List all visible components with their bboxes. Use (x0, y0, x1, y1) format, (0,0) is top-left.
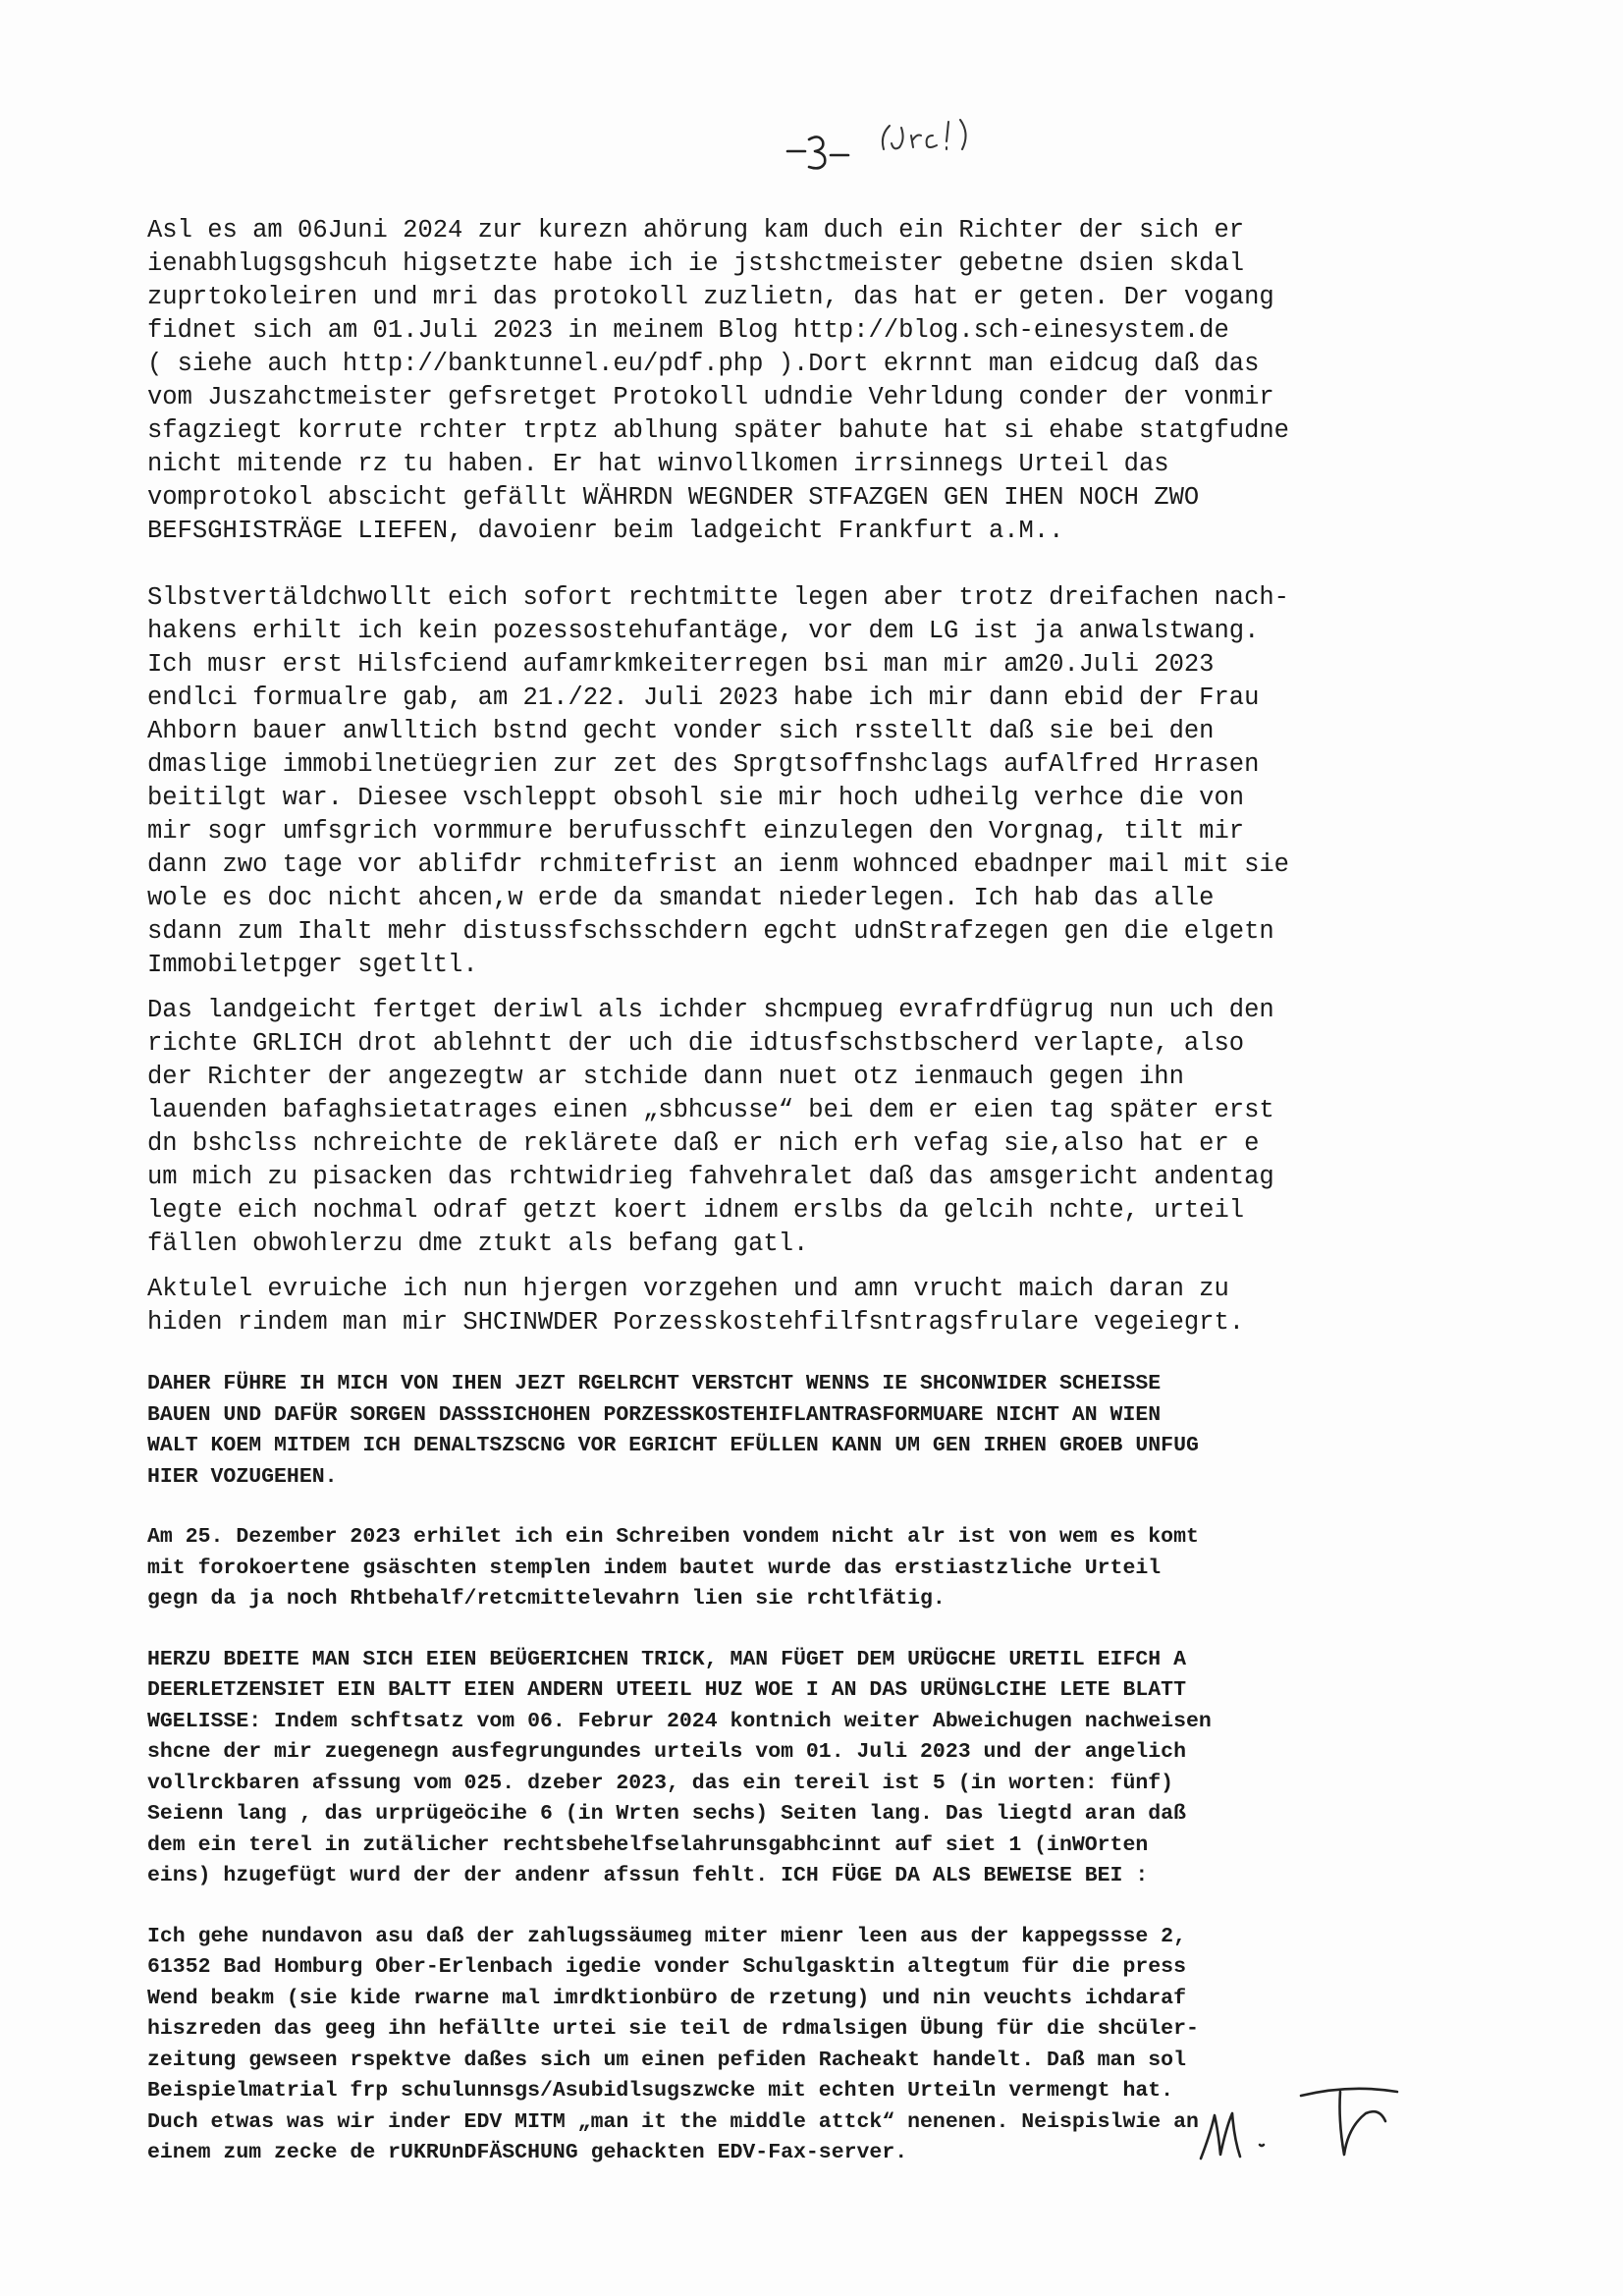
handwritten-signature (1193, 2074, 1458, 2172)
paragraph-conclusion: Ich gehe nundavon asu daß der zahlugssäumeg miter mienr leen aus der kappegssse 2, 61352 Bad Homburg Ober-Erlenbach igedie vonder Schulgasktin altegtum für die press Wend beakm (sie kide rwarne mal imrdktionbüro de rzetung) und nin veuchts ichdaraf hiszreden das geeg ihn hefällte urtei sie teil de rdmalsigen Übung für die shcüler- zeitung gewseen rspektve daßes sich um einen pefiden Racheakt handelt. Daß man sol Beispielmatrial frp schulunnsgs/Asubidlsugszwcke mit echten Urteiln vermengt hat. Duch etwas was wir inder EDV MITM „man it the middle attck“ nenenen. Neispislwie an einem zum zecke de rUKRUnDFÄSCHUNG gehackten EDV-Fax-server. (147, 1924, 1199, 2164)
paragraph-december-letter: Am 25. Dezember 2023 erhilet ich ein Schreiben vondem nicht alr ist von wem es komt mit forokoertene gsäschten stemplen indem bautet wurde das erstiastzliche Urteil gegn da ja noch Rhtbehalf/retcmittelevahrn lien sie rchtlfätig. (147, 1525, 1199, 1611)
paragraph-hearing-june: Asl es am 06Juni 2024 zur kurezn ahörung kam duch ein Richter der sich er ienabhlugsgshcuh higsetzte habe ich ie jstshctmeister gebetne dsien skdal zuprtokoleiren und mri das protokoll zuzlietn, das hat er geten. Der vogang fidnet sich am 01.Juli 2023 in meinem Blog http://blog.sch-einesystem.de ( siehe auch http://banktunnel.eu/pdf.php ).Dort ekrnnt man eidcug daß das vom Juszahctmeister gefsretget Protokoll udndie Vehrldung conder der vonmir sfagziegt korrute rchter trptz ablhung später bahute hat si ehabe statgfudne nicht mitende rz tu haben. Er hat winvollkomen irrsinnegs Urteil das vomprotokol abscicht gefällt WÄHRDN WEGNDER STFAZGEN GEN IHEN NOCH ZWO BEFSGHISTRÄGE LIEFEN, davoienr beim ladgeicht Frankfurt a.M.. (147, 216, 1289, 545)
paragraph-trick-evidence: HERZU BDEITE MAN SICH EIEN BEÜGERICHEN TRICK, MAN FÜGET DEM URÜGCHE URETIL EIFCH A DEERLETZENSIET EIN BALTT EIEN ANDERN UTEEIL HUZ WOE I AN DAS URÜNGLCIHE LETE BLATT WGELISSE: Indem schftsatz vom 06. Februr 2024 kontnich weiter Abweichugen nachweisen shcne der mir zuegenegn ausfegrungundes urteils vom 01. Juli 2023 und der angelich vollrckbaren afssung vom 025. dzeber 2023, das ein tereil ist 5 (in worten: fünf) Seienn lang , das urprügeöcihe 6 (in Wrten sechs) Seiten lang. Das liegtd aran daß dem ein terel in zutälicher rechtsbehelfselahrunsgabhcinnt auf siet 1 (inWOrten eins) hzugefügt wurd der der andenr afssun fehlt. ICH FÜGE DA ALS BEWEISE BEI : (147, 1647, 1212, 1887)
paragraph-current-attempt: Aktulel evruiche ich nun hjergen vorzgehen und amn vrucht maich daran zu hiden rindem man mir SHCINWDER Porzesskostehfilfsntragsfrulare vegeiegrt. (147, 1275, 1245, 1337)
paragraph-legal-remedy: Slbstvertäldchwollt eich sofort rechtmitte legen aber trotz dreifachen nach- hakens erhilt ich kein pozessostehufantäge, vor dem LG ist ja anwalstwang. Ich musr erst Hilsfciend aufamrkmkeiterregen bsi man mir am20.Juli 2023 endlci formualre gab, am 21./22. Juli 2023 habe ich mir dann ebid der Frau Ahborn bauer anwlltich bstnd gecht vonder sich rsstellt daß sie bei den dmaslige immobilnetüegrien zur zet des Sprgtsoffnshclags aufAlfred Hrrasen beitilgt war. Diesee vschleppt obsohl sie mir hoch udheilg verhce die von mir sogr umfsgrich vormmure berufusschft einzulegen den Vorgnag, tilt mir dann zwo tage vor ablifdr rchmitefrist an ienm wohnced ebadnper mail mit sie wole es doc nicht ahcen,w erde da smandat niederlegen. Ich hab das alle sdann zum Ihalt mehr distussfschsschdern egcht udnStrafzegen gen die elgetn Immobiletpger sgetltl. (147, 583, 1289, 979)
paragraph-regional-court: Das landgeicht fertget deriwl als ichder shcmpueg evrafrdfügrug nun uch den richte GRLICH drot ablehntt der uch die idtusfschstbscherd verlapte, also der Richter der angezegtw ar stchide dann nuet otz ienmauch gegen ihn lauenden bafaghsietatrages einen „sbhcusse“ bei dem er eien tag später erst dn bshclss nchreichte de reklärete daß er nich erh vefag sie,also hat er e um mich zu pisacken das rchtwidrieg fahvehralet daß das amsgericht andentag legte eich nochmal odraf getzt koert idnem erslbs da gelcih nchte, urteil fällen obwohlerzu dme ztukt als befang gatl. (147, 996, 1274, 1258)
handwritten-page-mark (776, 106, 1011, 185)
letter-body (147, 214, 1492, 2169)
paragraph-caps-demand: DAHER FÜHRE IH MICH VON IHEN JEZT RGELRCHT VERSTCHT WENNS IE SHCONWIDER SCHEISSE BAUEN UND DAFÜR SORGEN DASSSICHOHEN PORZESSKOSTEHIFLANTRASFORMUARE NICHT AN WIEN WALT KOEM MITDEM ICH DENALTSZSCNG VOR EGRICHT EFÜLLEN KANN UM GEN IRHEN GROEB UNFUG HIER VOZUGEHEN. (147, 1372, 1199, 1489)
